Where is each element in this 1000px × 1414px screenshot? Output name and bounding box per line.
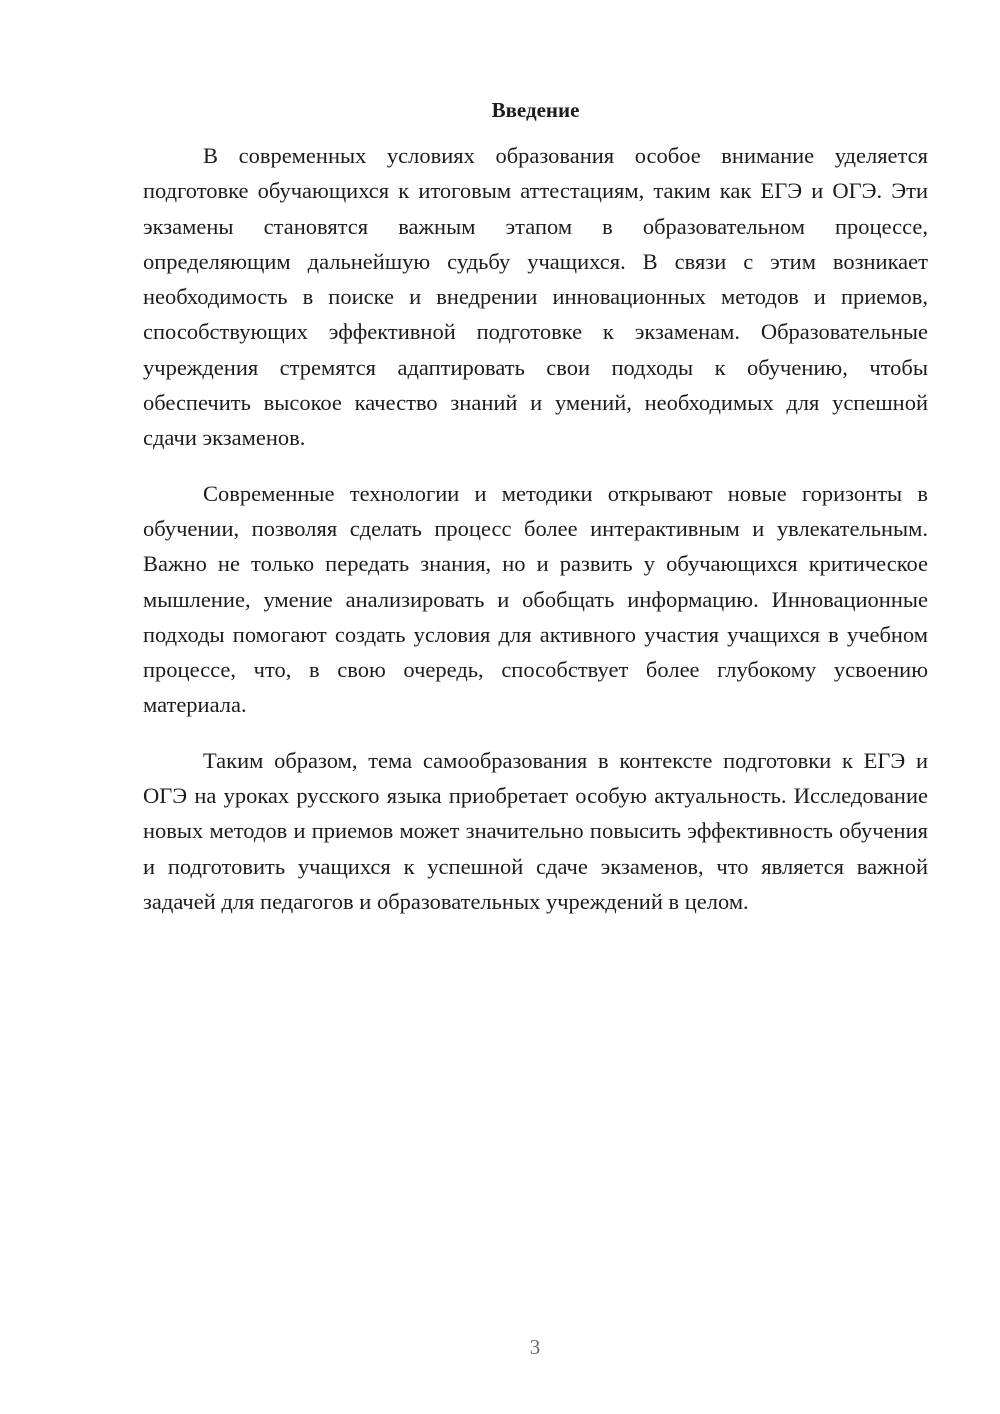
section-heading: Введение <box>491 98 580 122</box>
paragraph-1: В современных условиях образования особое внимание уделяется подготовке обучающихся к итоговым аттестациям, таким как ЕГЭ и ОГЭ. Эти экзамены становятся важным этапом в образовательном процессе, определяющим дальнейшую судьбу учащихся. В связи с этим возникает необходимость в поиске и внедрении инновационных методов и приемов, способствующих эффективной подготовке к экзаменам. Образовательные учреждения стремятся адаптировать свои подходы к обучению, чтобы обеспечить высокое качество знаний и умений, необходимых для успешной сдачи экзаменов. <box>143 143 928 451</box>
paragraph-2: Современные технологии и методики открывают новые горизонты в обучении, позволяя сделать процесс более интерактивным и увлекательным. Важно не только передать знания, но и развить у обучающихся критическое мышление, умение анализировать и обобщать информацию. Инновационные подходы помогают создать условия для активного участия учащихся в учебном процессе, что, в свою очередь, способствует более глубокому усвоению материала. <box>143 480 928 718</box>
page-number: 3 <box>529 1335 541 1359</box>
document-page <box>143 95 928 919</box>
paragraph-3: Таким образом, тема самообразования в контексте подготовки к ЕГЭ и ОГЭ на уроках русского языка приобретает особую актуальность. Исследование новых методов и приемов может значительно повысить эффективность обучения и подготовить учащихся к успешной сдаче экзаменов, что является важной задачей для педагогов и образовательных учреждений в целом. <box>143 747 928 914</box>
